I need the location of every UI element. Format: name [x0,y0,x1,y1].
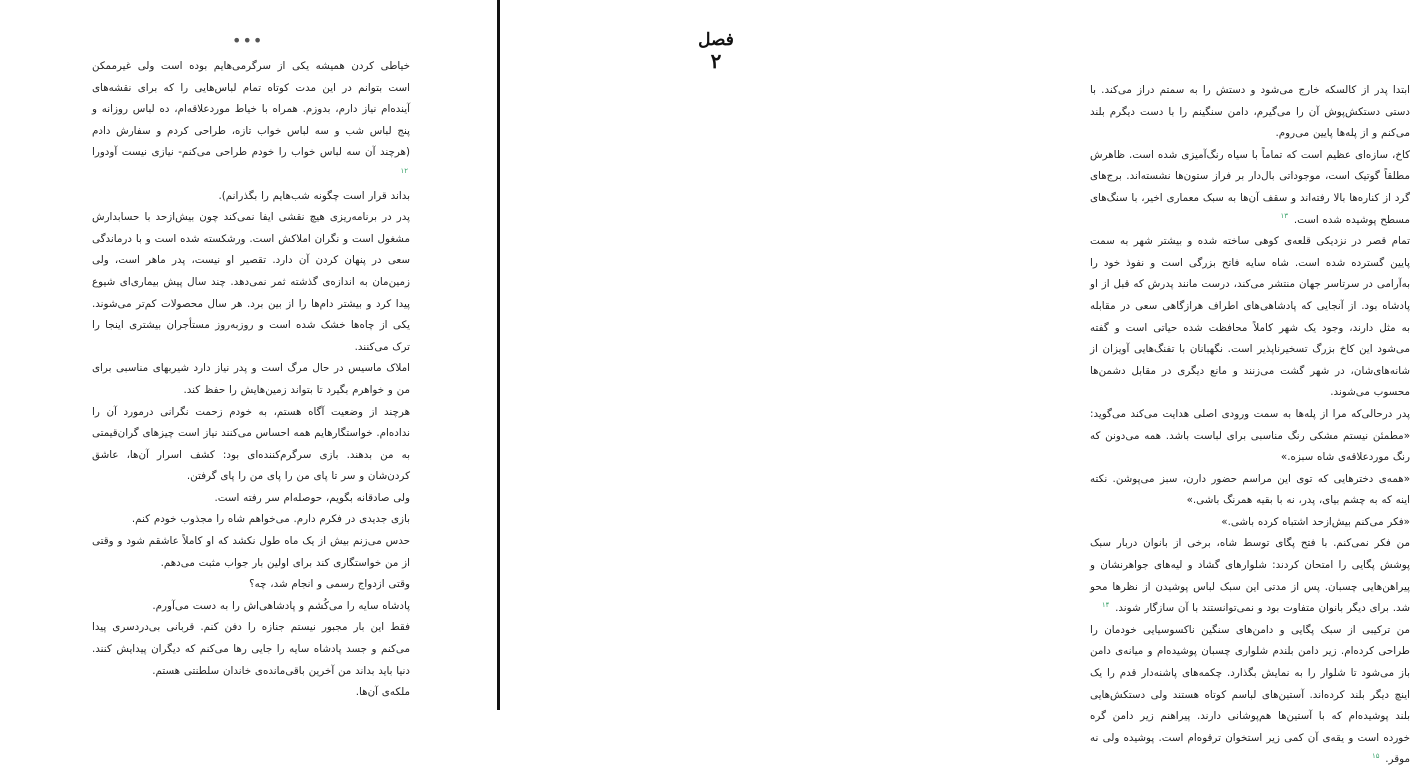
paragraph: ابتدا پدر از کالسکه خارج می‌شود و دستش را به سمتم دراز می‌کند. با دستی دستکش‌پوش آن را می‌گیرم، دامن سنگینم را با دست دیگرم بلند می‌کنم و از پله‌ها پایین می‌روم. [1090,84,1410,140]
paragraph: وقتی ازدواج رسمی و انجام شد، چه؟ [249,578,410,591]
paragraph: پادشاه سایه را می‌کُشم و پادشاهی‌اش را به دست می‌آورم. [152,599,410,612]
paragraph: املاک ماسیس در حال مرگ است و پدر نیاز دارد شیربهای مناسبی برای من و خواهرم بگیرد تا بتواند زمین‌هایش را حفظ کند. [92,362,410,396]
paragraph: من فکر نمی‌کنم. با فتح پگای توسط شاه، برخی از بانوان دربار سبک پوشش پگایی را امتحان کردند: شلوارهای گشاد و لیه‌های جواهرنشان و پیراهن‌هایی چسبان. پس از مدتی این سبک لباس پوشیدن از نظرها محو شد. برای دیگر بانوان متفاوت بود و نمی‌توانستند با آن سازگار شوند. $^{۱۴}$ [1090,537,1410,615]
paragraph: کاخ، سازه‌ای عظیم است که تماماً با سیاه رنگ‌آمیزی شده است. ظاهرش مطلقاً گوتیک است، موجوداتی بال‌دار بر فراز ستون‌ها نشسته‌اند. برج‌های گرد از کناره‌ها بالا رفته‌اند و سقف آن‌ها به سبک معماری اخیر، با سنگ‌های مسطح پوشیده شده است. $^{۱۳}$ [1090,148,1410,226]
footnote-marker[interactable]: ۱۳ [1280,212,1289,221]
paragraph: پدر در برنامه‌ریزی هیچ نقشی ایفا نمی‌کند چون بیش‌ازحد با حسابدارش مشغول است و نگران املاکش است. ورشکسته شده است و با درماندگی سعی در پنهان کردن آن دارد. تقصیر او نیست، پدر ماهر است، ولی زمین‌مان به اندازه‌ی گذشته ثمر نمی‌دهد. چند سال پیش بیماری‌ای شیوع پیدا کرد و بیشتر دام‌ها را از بین برد. هر سال محصولات کم‌تر می‌شوند. یکی از چاه‌ها خشک شده است و روزبه‌روز مستأجران بیشتری اینجا را ترک می‌کنند. [92,211,410,353]
left-page-text [92,56,410,704]
paragraph: من ترکیبی از سبک پگایی و دامن‌های سنگین ناکسوسیایی خودمان را طراحی کرده‌ام. زیر دامن بلندم شلواری چسبان پوشیده‌ام و میانه‌ی دامن باز می‌شود تا شلوار را به نمایش بگذارد. چکمه‌های پاشنه‌دار قدم را یک اینچ دیگر بلند کرده‌اند. آستین‌های لباسم کوتاه هستند ولی دستکش‌هایی بلند پوشیده‌ام که با آستین‌ها هم‌پوشانی دارند. پیراهنم زیر دامن گره خورده است و یقه‌ی آن کمی زیر استخوان ترقوه‌ام است. پوشیده ولی نه موقر. $^{۱۵}$ [1090,623,1410,766]
paragraph: «فکر می‌کنم بیش‌ازحد اشتباه کرده باشی.» [1221,515,1410,528]
paragraph: بداند قرار است چگونه شب‌هایم را بگذرانم). [218,189,410,202]
paragraph: «همه‌ی دخترهایی که توی این مراسم حضور دارن، سبز می‌پوشن. نکته اینه که به چشم بیای، پدر، نه با بقیه همرنگ باشی.» [1090,472,1410,507]
paragraph: تمام قصر در نزدیکی قلعه‌ی کوهی ساخته شده و بیشتر شهر به سمت پایین گسترده شده است. شاه سایه فاتح بزرگی است و نفوذ خود را به‌آرامی در سرتاسر جهان منتشر می‌کند، درست مانند پدرش که قبل از او پادشاه بود. از آنجایی که پادشاهی‌های اطراف هرازگاهی سعی در مقابله به مثل دارند، وجود یک شهر کاملاً محافظت شده حیاتی است و گفته می‌شود این کاخ بزرگ تسخیرناپذیر است. نگهبانان با تفنگ‌هایی آویزان از شانه‌های‌شان، در شهر گشت می‌زنند و مانع دیگری در مقابل دشمن‌ها محسوب می‌شوند. [1090,235,1410,399]
paragraph: پدر درحالی‌که مرا از پله‌ها به سمت ورودی اصلی هدایت می‌کند می‌گوید: «مطمئن نیستم مشکی رنگ مناسبی برای لباست باشد. همه می‌دونن که رنگ موردعلاقه‌ی شاه سبزه.» [1090,407,1410,464]
footnote-marker[interactable]: ۱۲ [400,166,408,175]
paragraph: حدس می‌زنم بیش از یک ماه طول نکشد که او کاملاً عاشقم شود و وقتی از من خواستگاری کند برای اولین بار جواب مثبت می‌دهم. [92,535,410,569]
paragraph: ولی صادقانه بگویم، حوصله‌ام سر رفته است. [214,491,410,504]
right-page-text [1090,80,1410,771]
chapter-label: فصل [698,30,734,50]
right-page [500,0,1410,766]
paragraph: هرچند از وضعیت آگاه هستم، به خودم زحمت نگرانی درمورد آن را نداده‌ام. خواستگارهایم همه احساس می‌کنند نیاز است چیزهای گران‌قیمتی به من بدهند. بازی سرگرم‌کننده‌ای بود: کشف اسرار آن‌ها، عاشق کردن‌شان و سر تا پای من را پای من را پای گرفتن. [92,405,410,483]
chapter-heading [666,30,766,72]
paragraph: ملکه‌ی آن‌ها. [355,686,410,699]
chapter-number: ۲ [710,49,722,73]
paragraph: خیاطی کردن همیشه یکی از سرگرمی‌هایم بوده است ولی غیرممکن است بتوانم در این مدت کوتاه تمام لباس‌هایی را که برای نقشه‌های آینده‌ام نیاز دارم، بدوزم. همراه با خیاط موردعلاقه‌ام، ده لباس روزانه و پنج لباس شب و سه لباس خواب تازه، طراحی کردم و سفارش دادم (هرچند آن سه لباس خواب را خودم طراحی می‌کنم- نیازی نیست آودورا $^{۱۲}$ [92,60,410,175]
footnote-marker[interactable]: ۱۵ [1371,751,1380,760]
footnote-marker[interactable]: ۱۴ [1101,600,1110,609]
left-page [0,0,497,710]
paragraph: فقط این بار مجبور نیستم جنازه را دفن کنم. قربانی بی‌دردسری پیدا می‌کنم و جسد پادشاه سایه را جایی رها می‌کنم که دیگران پیدایش کنند. دنیا باید بداند من آخرین باقی‌مانده‌ی خاندان سلطنتی هستم. [92,621,410,677]
paragraph: بازی جدیدی در فکرم دارم. می‌خواهم شاه را مجذوب خودم کنم. [131,513,410,526]
section-ornament: ••• [232,31,264,50]
